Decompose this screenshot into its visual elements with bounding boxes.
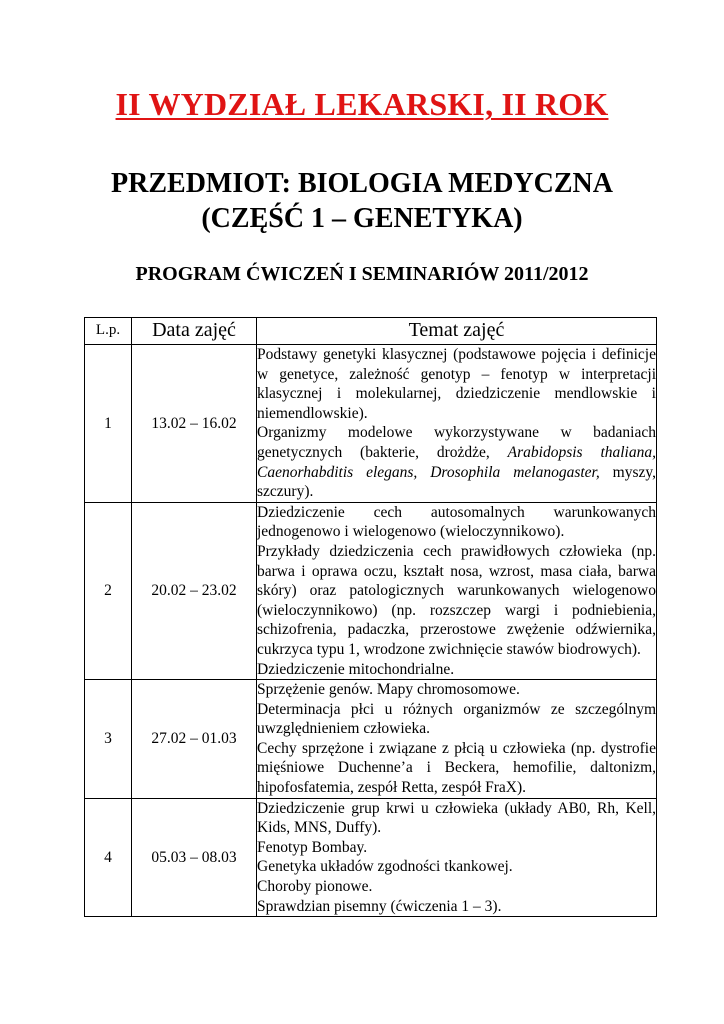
row-date: 27.02 – 01.03	[132, 680, 257, 799]
table-header-row	[85, 318, 657, 345]
row-date: 05.03 – 08.03	[132, 798, 257, 917]
topic-species-names: Arabidopsis thaliana, Caenorhabditis elegans, Drosophila melanogaster,	[257, 443, 656, 481]
topic-paragraph	[257, 423, 656, 501]
row-date: 13.02 – 16.02	[132, 345, 257, 503]
subject-line-1: PRZEDMIOT: BIOLOGIA MEDYCZNA	[111, 168, 613, 199]
row-topic	[257, 345, 657, 503]
program-heading: PROGRAM ĆWICZEŃ I SEMINARIÓW 2011/2012	[135, 263, 589, 285]
topic-paragraph: Cechy sprzężone i związane z płcią u człowieka (np. dystrofie mięśniowe Duchenne’a i Beckera, hemofilie, daltonizm, hipofosfatemia, zespół Retta, zespół FraX).	[257, 739, 656, 797]
topic-paragraph: Dziedziczenie cech autosomalnych warunkowanych jednogenowo i wielogenowo (wieloczynnikowo).	[257, 503, 656, 541]
topic-paragraph: Genetyka układów zgodności tkankowej.	[257, 858, 513, 876]
topic-paragraph: Sprawdzian pisemny (ćwiczenia 1 – 3).	[257, 897, 502, 915]
header-date: Data zajęć	[132, 318, 257, 345]
topic-paragraph: Dziedziczenie grup krwi u człowieka (układy AB0, Rh, Kell, Kids, MNS, Duffy).	[257, 799, 656, 837]
header-lp: L.p.	[85, 318, 132, 345]
row-number: 1	[85, 345, 132, 503]
schedule-table	[84, 317, 657, 917]
row-number: 2	[85, 502, 132, 679]
subject-line-2: (CZĘŚĆ 1 – GENETYKA)	[201, 203, 523, 234]
topic-paragraph: Sprzężenie genów. Mapy chromosomowe.	[257, 681, 520, 699]
topic-text: myszy, szczury).	[257, 463, 656, 501]
topic-paragraph: Determinacja płci u różnych organizmów ze szczególnym uwzględnieniem człowieka.	[257, 700, 656, 738]
subject-heading	[0, 166, 724, 236]
topic-paragraph: Podstawy genetyki klasycznej (podstawowe pojęcia i definicje w genetyce, zależność genotyp – fenotyp w interpretacji klasycznej i molekularnej, dziedziczenie mendlowskie i niemendlowskie).	[257, 346, 656, 422]
row-topic	[257, 502, 657, 679]
faculty-title: II WYDZIAŁ LEKARSKI, II ROK	[115, 86, 609, 122]
row-topic	[257, 798, 657, 917]
row-number: 4	[85, 798, 132, 917]
table-row	[85, 345, 657, 503]
topic-paragraph: Fenotyp Bombay.	[257, 838, 368, 856]
table-row	[85, 798, 657, 917]
row-number: 3	[85, 680, 132, 799]
topic-text: Organizmy modelowe wykorzystywane w badaniach genetycznych (bakterie, drożdże,	[257, 424, 656, 461]
topic-paragraph: Dziedziczenie mitochondrialne.	[257, 660, 455, 678]
topic-paragraph: Choroby pionowe.	[257, 878, 373, 896]
table-row	[85, 502, 657, 679]
header-topic: Temat zajęć	[257, 318, 657, 345]
topic-paragraph: Przykłady dziedziczenia cech prawidłowych człowieka (np. barwa i oprawa oczu, kształt nosa, wzrost, masa ciała, barwa skóry) oraz patologicznych warunkowanych wielogenowo (wieloczynnikowo) (np. rozszczep wargi i podniebienia, schizofrenia, padaczka, przerostowe zwężenie odźwiernika, cukrzyca typu 1, wrodzone zwichnięcie stawów biodrowych).	[257, 542, 656, 658]
table-row	[85, 680, 657, 799]
row-date: 20.02 – 23.02	[132, 502, 257, 679]
row-topic	[257, 680, 657, 799]
